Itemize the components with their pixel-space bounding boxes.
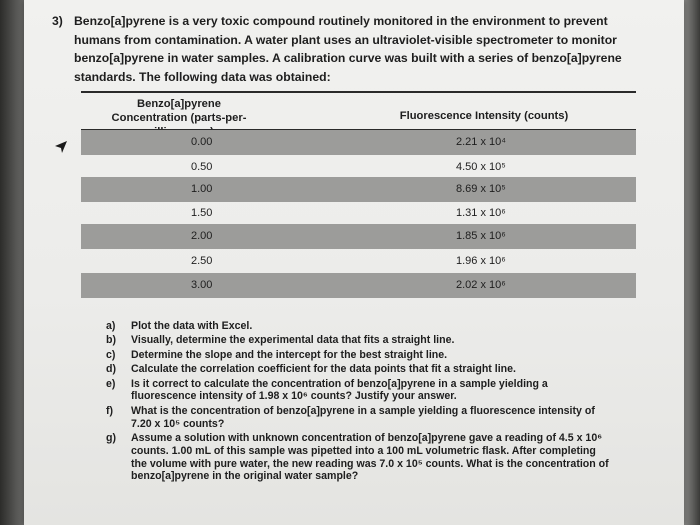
cell-intensity: 8.69 x 10⁵ [456,183,506,195]
cell-concentration: 1.00 [191,183,213,195]
question-text: Determine the slope and the intercept for the best straight line. [131,348,448,361]
question-text: Visually, determine the experimental data that fits a straight line. [131,334,455,347]
table-row [81,273,636,298]
cell-intensity: 1.85 x 10⁶ [456,230,506,242]
question-item [106,405,611,431]
cell-intensity: 4.50 x 10⁵ [456,161,506,173]
question-list [106,320,611,485]
paper-page [24,0,684,525]
column-header-intensity: Fluorescence Intensity (counts) [399,110,569,122]
question-item [106,378,611,404]
question-item [106,349,611,362]
table-row [81,130,636,155]
problem-intro [52,12,632,86]
question-item [106,334,611,347]
table-top-rule [81,91,636,93]
question-text: Is it correct to calculate the concentration of benzo[a]pyrene in a sample yielding a fluorescence intensity of 1.98 x 10⁶ counts? Justify your answer. [131,377,548,403]
question-letter: a) [106,320,116,332]
cell-concentration: 2.00 [191,230,213,242]
column-header-concentration: Benzo[a]pyrene Concentration (parts-per- [111,98,247,124]
cell-concentration: 0.50 [191,161,213,173]
cell-intensity: 2.02 x 10⁶ [456,279,506,291]
question-letter: e) [106,377,116,390]
cell-concentration: 3.00 [191,279,213,291]
question-item [106,432,611,483]
problem-number: 3) [52,14,63,28]
cell-concentration: 2.50 [191,255,213,267]
question-text: Assume a solution with unknown concentration of benzo[a]pyrene gave a reading of 4.5 x 10⁶ counts. 1.00 mL of this sample was pipetted into a 100 mL volumetric flask. After completing the volume with pure water, the new reading was 7.0 x 10⁵ counts. What is the concentration of benzo[a]pyrene in the original water sample? [131,431,609,483]
desk-shadow-left [0,0,24,525]
cell-intensity: 1.96 x 10⁶ [456,255,506,267]
problem-text: Benzo[a]pyrene is a very toxic compound routinely monitored in the environment to prevent humans from contamination. A water plant uses an ultraviolet-visible spectrometer to monitor benzo[a]pyrene in water samples. A calibration curve was built with a series of benzo[a]pyrene standards. The following data was obtained: [74,14,622,84]
question-text: Calculate the correlation coefficient for the data points that fit a straight line. [131,363,516,376]
cell-intensity: 1.31 x 10⁶ [456,207,506,219]
question-letter: c) [106,348,116,361]
table-row [81,249,636,274]
question-letter: d) [106,363,116,376]
table-row [81,201,636,226]
question-item [106,320,611,333]
table-row [81,177,636,202]
table-row [81,224,636,249]
question-letter: b) [106,334,116,347]
cell-concentration: 0.00 [191,136,213,148]
cell-intensity: 2.21 x 10⁴ [456,136,506,148]
cell-concentration: 1.50 [191,207,213,219]
desk-shadow-right [684,0,700,525]
pointer-arrow-icon [54,140,68,154]
question-letter: g) [106,431,116,444]
question-text: What is the concentration of benzo[a]pyrene in a sample yielding a fluorescence intensity of 7.20 x 10⁵ counts? [131,404,595,430]
question-item [106,363,611,376]
question-text: Plot the data with Excel. [131,320,253,332]
question-letter: f) [106,404,114,417]
